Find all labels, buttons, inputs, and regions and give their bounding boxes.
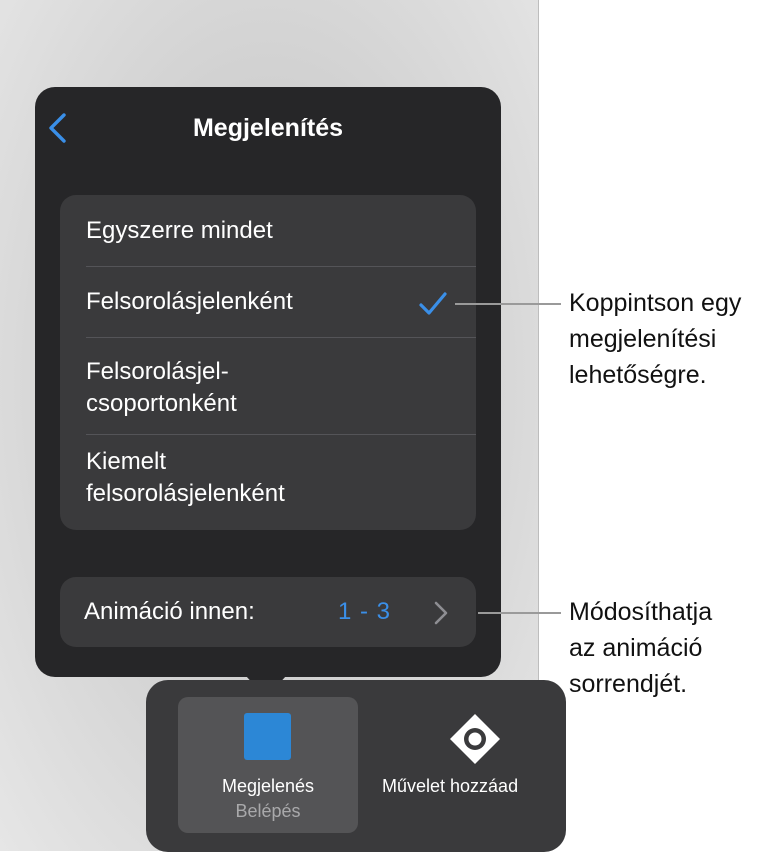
checkmark-icon: [418, 291, 448, 317]
callout-animation-order: [569, 594, 712, 702]
callout-delivery-options: [569, 285, 741, 393]
option-label-line1: Felsorolásjel-: [86, 358, 229, 385]
option-all-at-once[interactable]: [60, 195, 476, 266]
popover-title: Megjelenítés: [192, 114, 344, 142]
option-highlighted-bullet[interactable]: [60, 435, 476, 530]
option-by-bullet[interactable]: [60, 267, 476, 338]
option-label-line1: Kiemelt: [86, 448, 167, 475]
option-label: Egyszerre mindet: [86, 217, 273, 244]
option-label-line2: csoportonként: [86, 390, 237, 417]
action-diamond-icon: [448, 712, 502, 766]
animation-label: Animáció innen:: [84, 598, 255, 625]
callout-line: lehetőségre.: [569, 361, 707, 389]
appear-square-icon: [244, 713, 291, 760]
option-label: Felsorolásjelenként: [86, 288, 293, 315]
callout-line: az animáció: [569, 634, 703, 662]
callout-line: megjelenítési: [569, 325, 717, 353]
option-by-bullet-group[interactable]: [60, 338, 476, 434]
animation-range-value: 1 - 3: [338, 598, 392, 625]
appear-label: Megjelenés: [221, 776, 315, 796]
appear-effect-label: Belépés: [235, 801, 301, 821]
callout-line: Koppintson egy: [569, 289, 742, 317]
add-action-label: Művelet hozzáad: [382, 776, 519, 796]
delivery-options-list: [60, 195, 476, 530]
callout-leader-line: [478, 612, 561, 614]
callout-line: sorrendjét.: [569, 670, 688, 698]
chevron-right-icon: [432, 599, 450, 627]
callout-line: Módosíthatja: [569, 598, 713, 626]
callout-leader-line: [455, 303, 561, 305]
option-label-line2: felsorolásjelenként: [86, 480, 285, 507]
animation-range-row[interactable]: [60, 577, 476, 647]
